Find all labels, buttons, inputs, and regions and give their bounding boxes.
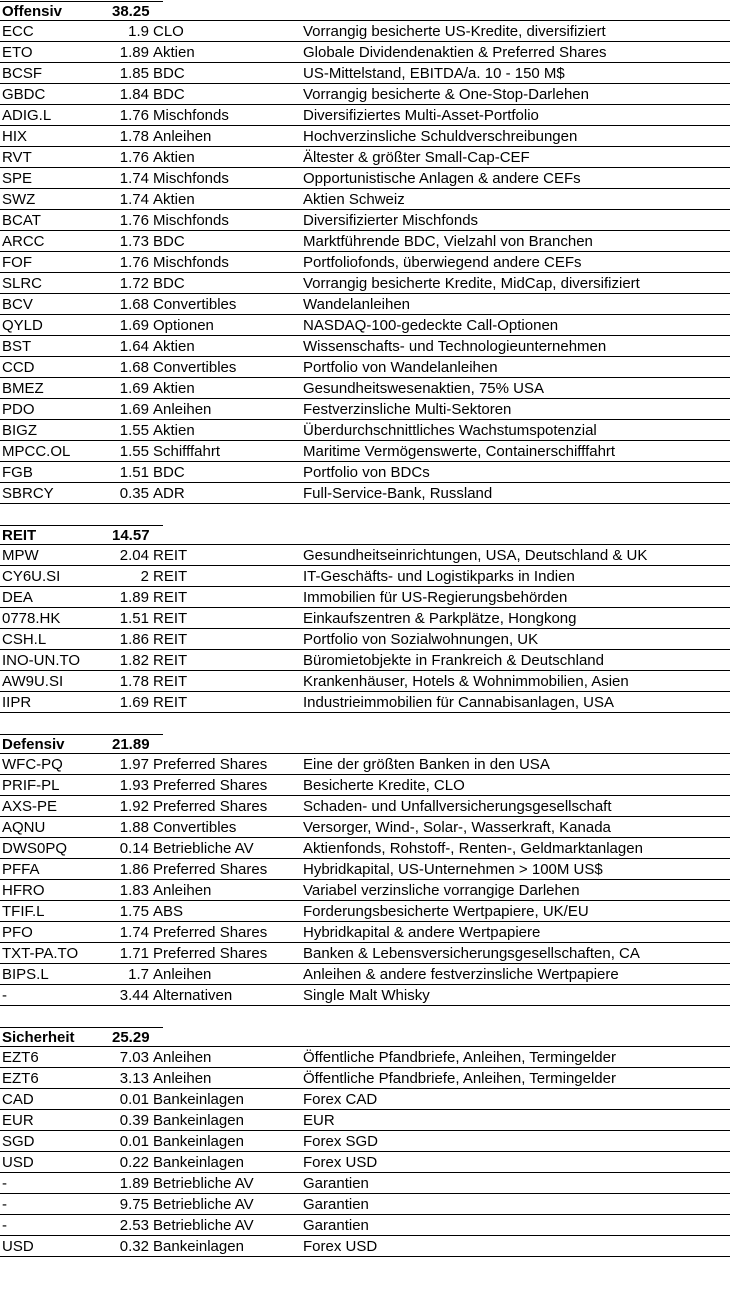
description-cell: Forex SGD bbox=[303, 1132, 379, 1150]
weight-cell: 3.44 bbox=[119, 986, 149, 1004]
description-cell: Diversifiziertes Multi-Asset-Portfolio bbox=[303, 106, 539, 124]
category-cell: BDC bbox=[153, 85, 185, 103]
section-header-row bbox=[0, 2, 730, 21]
ticker-cell: FOF bbox=[2, 253, 32, 271]
category-cell: Alternativen bbox=[153, 986, 233, 1004]
category-cell: Anleihen bbox=[153, 881, 212, 899]
holding-row bbox=[0, 399, 730, 420]
ticker-cell: PFO bbox=[2, 923, 33, 941]
description-cell: Garantien bbox=[303, 1216, 369, 1234]
category-cell: Anleihen bbox=[153, 400, 212, 418]
ticker-cell: CSH.L bbox=[2, 630, 47, 648]
description-cell: Marktführende BDC, Vielzahl von Branchen bbox=[303, 232, 593, 250]
ticker-cell: BIPS.L bbox=[2, 965, 49, 983]
ticker-cell: GBDC bbox=[2, 85, 46, 103]
section-total: 14.57 bbox=[112, 526, 150, 544]
category-cell: Anleihen bbox=[153, 127, 212, 145]
section-header-row bbox=[0, 526, 730, 545]
category-cell: Aktien bbox=[153, 379, 195, 397]
description-cell: Gesundheitswesenaktien, 75% USA bbox=[303, 379, 544, 397]
description-cell: Banken & Lebensversicherungsgesellschaften, CA bbox=[303, 944, 640, 962]
holding-row bbox=[0, 671, 730, 692]
category-cell: Bankeinlagen bbox=[153, 1111, 244, 1129]
holding-row bbox=[0, 1236, 730, 1257]
sections-container bbox=[0, 1, 730, 1257]
description-cell: Wissenschafts- und Technologieunternehmen bbox=[303, 337, 607, 355]
ticker-cell: RVT bbox=[2, 148, 32, 166]
holding-row bbox=[0, 105, 730, 126]
section-name: REIT bbox=[2, 526, 37, 544]
ticker-cell: BCSF bbox=[2, 64, 43, 82]
weight-cell: 1.89 bbox=[119, 588, 149, 606]
weight-cell: 0.39 bbox=[119, 1111, 149, 1129]
section-header-row bbox=[0, 735, 730, 754]
weight-cell: 1.9 bbox=[128, 22, 149, 40]
description-cell: Garantien bbox=[303, 1195, 369, 1213]
holding-row bbox=[0, 650, 730, 671]
ticker-cell: 0778.HK bbox=[2, 609, 61, 627]
description-cell: Forderungsbesicherte Wertpapiere, UK/EU bbox=[303, 902, 589, 920]
ticker-cell: - bbox=[2, 1174, 7, 1192]
holding-row bbox=[0, 985, 730, 1006]
category-cell: Preferred Shares bbox=[153, 860, 268, 878]
ticker-cell: WFC-PQ bbox=[2, 755, 63, 773]
ticker-cell: ADIG.L bbox=[2, 106, 52, 124]
description-cell: Forex USD bbox=[303, 1153, 378, 1171]
description-cell: Portfoliofonds, überwiegend andere CEFs bbox=[303, 253, 582, 271]
weight-cell: 1.73 bbox=[119, 232, 149, 250]
description-cell: US-Mittelstand, EBITDA/a. 10 - 150 M$ bbox=[303, 64, 565, 82]
weight-cell: 1.55 bbox=[119, 442, 149, 460]
holding-row bbox=[0, 922, 730, 943]
category-cell: BDC bbox=[153, 274, 185, 292]
ticker-cell: QYLD bbox=[2, 316, 43, 334]
holding-row bbox=[0, 483, 730, 504]
category-cell: Aktien bbox=[153, 421, 195, 439]
ticker-cell: EUR bbox=[2, 1111, 34, 1129]
category-cell: REIT bbox=[153, 567, 188, 585]
description-cell: Industrieimmobilien für Cannabisanlagen, USA bbox=[303, 693, 615, 711]
holding-row bbox=[0, 147, 730, 168]
holding-row bbox=[0, 880, 730, 901]
description-cell: Hybridkapital & andere Wertpapiere bbox=[303, 923, 541, 941]
description-cell: Besicherte Kredite, CLO bbox=[303, 776, 465, 794]
description-cell: Diversifizierter Mischfonds bbox=[303, 211, 479, 229]
weight-cell: 0.22 bbox=[119, 1153, 149, 1171]
holding-row bbox=[0, 545, 730, 566]
weight-cell: 0.32 bbox=[119, 1237, 149, 1255]
ticker-cell: HFRO bbox=[2, 881, 45, 899]
description-cell: Öffentliche Pfandbriefe, Anleihen, Termingelder bbox=[303, 1069, 616, 1087]
weight-cell: 1.71 bbox=[119, 944, 149, 962]
holding-row bbox=[0, 629, 730, 650]
weight-cell: 1.97 bbox=[119, 755, 149, 773]
category-cell: Preferred Shares bbox=[153, 944, 268, 962]
description-cell: Portfolio von Wandelanleihen bbox=[303, 358, 498, 376]
weight-cell: 1.86 bbox=[119, 630, 149, 648]
holding-row bbox=[0, 1110, 730, 1131]
weight-cell: 1.78 bbox=[119, 127, 149, 145]
category-cell: REIT bbox=[153, 609, 188, 627]
description-cell: Öffentliche Pfandbriefe, Anleihen, Termingelder bbox=[303, 1048, 616, 1066]
holding-row bbox=[0, 1152, 730, 1173]
weight-cell: 9.75 bbox=[119, 1195, 149, 1213]
holding-row bbox=[0, 462, 730, 483]
description-cell: Forex CAD bbox=[303, 1090, 378, 1108]
weight-cell: 1.75 bbox=[119, 902, 149, 920]
weight-cell: 1.7 bbox=[128, 965, 149, 983]
ticker-cell: AQNU bbox=[2, 818, 46, 836]
category-cell: Mischfonds bbox=[153, 106, 229, 124]
weight-cell: 0.35 bbox=[119, 484, 149, 502]
holding-row bbox=[0, 441, 730, 462]
category-cell: Aktien bbox=[153, 190, 195, 208]
description-cell: Variabel verzinsliche vorrangige Darlehen bbox=[303, 881, 580, 899]
holding-row bbox=[0, 294, 730, 315]
holding-row bbox=[0, 273, 730, 294]
holding-row bbox=[0, 1173, 730, 1194]
holding-row bbox=[0, 1131, 730, 1152]
ticker-cell: ARCC bbox=[2, 232, 45, 250]
section-header-row bbox=[0, 1028, 730, 1047]
weight-cell: 2 bbox=[140, 567, 149, 585]
category-cell: BDC bbox=[153, 232, 185, 250]
weight-cell: 1.83 bbox=[119, 881, 149, 899]
holding-row bbox=[0, 63, 730, 84]
description-cell: Hochverzinsliche Schuldverschreibungen bbox=[303, 127, 578, 145]
category-cell: Convertibles bbox=[153, 295, 237, 313]
ticker-cell: CCD bbox=[2, 358, 35, 376]
ticker-cell: MPW bbox=[2, 546, 39, 564]
ticker-cell: SGD bbox=[2, 1132, 35, 1150]
category-cell: Preferred Shares bbox=[153, 755, 268, 773]
section-rows bbox=[0, 754, 730, 1006]
holding-row bbox=[0, 838, 730, 859]
holding-row bbox=[0, 901, 730, 922]
holding-row bbox=[0, 692, 730, 713]
description-cell: Eine der größten Banken in den USA bbox=[303, 755, 550, 773]
ticker-cell: USD bbox=[2, 1153, 34, 1171]
holding-row bbox=[0, 357, 730, 378]
description-cell: Immobilien für US-Regierungsbehörden bbox=[303, 588, 568, 606]
weight-cell: 1.74 bbox=[119, 190, 149, 208]
category-cell: Aktien bbox=[153, 148, 195, 166]
ticker-cell: BST bbox=[2, 337, 32, 355]
description-cell: Schaden- und Unfallversicherungsgesellschaft bbox=[303, 797, 612, 815]
ticker-cell: SPE bbox=[2, 169, 33, 187]
ticker-cell: INO-UN.TO bbox=[2, 651, 81, 669]
category-cell: Betriebliche AV bbox=[153, 1216, 254, 1234]
description-cell: Vorrangig besicherte Kredite, MidCap, diversifiziert bbox=[303, 274, 640, 292]
weight-cell: 1.68 bbox=[119, 358, 149, 376]
category-cell: Aktien bbox=[153, 43, 195, 61]
description-cell: Wandelanleihen bbox=[303, 295, 411, 313]
category-cell: ADR bbox=[153, 484, 185, 502]
section-total: 21.89 bbox=[112, 735, 150, 753]
weight-cell: 1.69 bbox=[119, 400, 149, 418]
ticker-cell: SBRCY bbox=[2, 484, 54, 502]
holding-row bbox=[0, 378, 730, 399]
description-cell: Garantien bbox=[303, 1174, 369, 1192]
description-cell: Büromietobjekte in Frankreich & Deutschland bbox=[303, 651, 604, 669]
section-total: 38.25 bbox=[112, 2, 150, 20]
weight-cell: 0.01 bbox=[119, 1132, 149, 1150]
ticker-cell: BIGZ bbox=[2, 421, 38, 439]
weight-cell: 2.53 bbox=[119, 1216, 149, 1234]
ticker-cell: DWS0PQ bbox=[2, 839, 68, 857]
section-total: 25.29 bbox=[112, 1028, 150, 1046]
category-cell: Anleihen bbox=[153, 1048, 212, 1066]
holding-row bbox=[0, 1194, 730, 1215]
portfolio-section-sicherheit bbox=[0, 1027, 730, 1257]
holding-row bbox=[0, 754, 730, 775]
holding-row bbox=[0, 1047, 730, 1068]
description-cell: NASDAQ-100-gedeckte Call-Optionen bbox=[303, 316, 559, 334]
holding-row bbox=[0, 587, 730, 608]
category-cell: Convertibles bbox=[153, 818, 237, 836]
holding-row bbox=[0, 796, 730, 817]
holding-row bbox=[0, 336, 730, 357]
portfolio-section-offensiv bbox=[0, 1, 730, 504]
category-cell: BDC bbox=[153, 64, 185, 82]
category-cell: REIT bbox=[153, 672, 188, 690]
holding-row bbox=[0, 1215, 730, 1236]
ticker-cell: BMEZ bbox=[2, 379, 44, 397]
category-cell: Aktien bbox=[153, 337, 195, 355]
weight-cell: 2.04 bbox=[119, 546, 149, 564]
description-cell: EUR bbox=[303, 1111, 335, 1129]
description-cell: Full-Service-Bank, Russland bbox=[303, 484, 493, 502]
category-cell: REIT bbox=[153, 630, 188, 648]
weight-cell: 1.74 bbox=[119, 169, 149, 187]
category-cell: Bankeinlagen bbox=[153, 1090, 244, 1108]
ticker-cell: ECC bbox=[2, 22, 34, 40]
weight-cell: 1.89 bbox=[119, 43, 149, 61]
ticker-cell: TXT-PA.TO bbox=[2, 944, 79, 962]
holding-row bbox=[0, 84, 730, 105]
weight-cell: 1.84 bbox=[119, 85, 149, 103]
category-cell: CLO bbox=[153, 22, 184, 40]
description-cell: Überdurchschnittliches Wachstumspotenzial bbox=[303, 421, 597, 439]
holding-row bbox=[0, 126, 730, 147]
description-cell: Vorrangig besicherte US-Kredite, diversifiziert bbox=[303, 22, 606, 40]
weight-cell: 1.89 bbox=[119, 1174, 149, 1192]
weight-cell: 1.92 bbox=[119, 797, 149, 815]
portfolio-section-reit bbox=[0, 525, 730, 713]
section-rows bbox=[0, 21, 730, 504]
holding-row bbox=[0, 1068, 730, 1089]
holding-row bbox=[0, 21, 730, 42]
category-cell: REIT bbox=[153, 588, 188, 606]
description-cell: Portfolio von Sozialwohnungen, UK bbox=[303, 630, 539, 648]
weight-cell: 1.76 bbox=[119, 253, 149, 271]
weight-cell: 1.72 bbox=[119, 274, 149, 292]
category-cell: Betriebliche AV bbox=[153, 839, 254, 857]
description-cell: Festverzinsliche Multi-Sektoren bbox=[303, 400, 512, 418]
ticker-cell: DEA bbox=[2, 588, 33, 606]
category-cell: REIT bbox=[153, 693, 188, 711]
description-cell: Versorger, Wind-, Solar-, Wasserkraft, Kanada bbox=[303, 818, 611, 836]
description-cell: Single Malt Whisky bbox=[303, 986, 430, 1004]
holding-row bbox=[0, 1089, 730, 1110]
holding-row bbox=[0, 210, 730, 231]
category-cell: Preferred Shares bbox=[153, 923, 268, 941]
holding-row bbox=[0, 775, 730, 796]
weight-cell: 1.64 bbox=[119, 337, 149, 355]
category-cell: REIT bbox=[153, 651, 188, 669]
ticker-cell: - bbox=[2, 1195, 7, 1213]
holding-row bbox=[0, 42, 730, 63]
category-cell: Anleihen bbox=[153, 965, 212, 983]
description-cell: Krankenhäuser, Hotels & Wohnimmobilien, Asien bbox=[303, 672, 629, 690]
ticker-cell: USD bbox=[2, 1237, 34, 1255]
category-cell: Betriebliche AV bbox=[153, 1174, 254, 1192]
description-cell: IT-Geschäfts- und Logistikparks in Indien bbox=[303, 567, 575, 585]
ticker-cell: FGB bbox=[2, 463, 33, 481]
weight-cell: 1.86 bbox=[119, 860, 149, 878]
ticker-cell: - bbox=[2, 986, 7, 1004]
ticker-cell: CY6U.SI bbox=[2, 567, 61, 585]
ticker-cell: AW9U.SI bbox=[2, 672, 64, 690]
ticker-cell: BCAT bbox=[2, 211, 41, 229]
description-cell: Ältester & größter Small-Cap-CEF bbox=[303, 148, 530, 166]
holding-row bbox=[0, 189, 730, 210]
category-cell: Betriebliche AV bbox=[153, 1195, 254, 1213]
weight-cell: 1.68 bbox=[119, 295, 149, 313]
category-cell: Optionen bbox=[153, 316, 214, 334]
description-cell: Maritime Vermögenswerte, Containerschifffahrt bbox=[303, 442, 616, 460]
weight-cell: 1.76 bbox=[119, 106, 149, 124]
category-cell: Schifffahrt bbox=[153, 442, 220, 460]
holding-row bbox=[0, 859, 730, 880]
category-cell: ABS bbox=[153, 902, 184, 920]
ticker-cell: MPCC.OL bbox=[2, 442, 71, 460]
weight-cell: 1.55 bbox=[119, 421, 149, 439]
section-rows bbox=[0, 545, 730, 713]
weight-cell: 3.13 bbox=[119, 1069, 149, 1087]
ticker-cell: BCV bbox=[2, 295, 33, 313]
holding-row bbox=[0, 252, 730, 273]
weight-cell: 1.69 bbox=[119, 316, 149, 334]
ticker-cell: HIX bbox=[2, 127, 28, 145]
section-name: Defensiv bbox=[2, 735, 65, 753]
category-cell: Bankeinlagen bbox=[153, 1237, 244, 1255]
ticker-cell: TFIF.L bbox=[2, 902, 45, 920]
ticker-cell: PFFA bbox=[2, 860, 40, 878]
weight-cell: 1.88 bbox=[119, 818, 149, 836]
category-cell: Mischfonds bbox=[153, 253, 229, 271]
ticker-cell: AXS-PE bbox=[2, 797, 58, 815]
ticker-cell: EZT6 bbox=[2, 1048, 39, 1066]
section-name: Offensiv bbox=[2, 2, 63, 20]
weight-cell: 1.76 bbox=[119, 148, 149, 166]
category-cell: Convertibles bbox=[153, 358, 237, 376]
ticker-cell: SLRC bbox=[2, 274, 43, 292]
category-cell: Mischfonds bbox=[153, 169, 229, 187]
ticker-cell: PDO bbox=[2, 400, 35, 418]
holding-row bbox=[0, 420, 730, 441]
weight-cell: 1.69 bbox=[119, 693, 149, 711]
description-cell: Portfolio von BDCs bbox=[303, 463, 430, 481]
category-cell: BDC bbox=[153, 463, 185, 481]
category-cell: Bankeinlagen bbox=[153, 1132, 244, 1150]
holding-row bbox=[0, 943, 730, 964]
ticker-cell: - bbox=[2, 1216, 7, 1234]
weight-cell: 1.93 bbox=[119, 776, 149, 794]
description-cell: Anleihen & andere festverzinsliche Wertpapiere bbox=[303, 965, 619, 983]
weight-cell: 1.74 bbox=[119, 923, 149, 941]
holding-row bbox=[0, 566, 730, 587]
weight-cell: 1.51 bbox=[119, 463, 149, 481]
description-cell: Einkaufszentren & Parkplätze, Hongkong bbox=[303, 609, 577, 627]
ticker-cell: ETO bbox=[2, 43, 33, 61]
holding-row bbox=[0, 168, 730, 189]
weight-cell: 7.03 bbox=[119, 1048, 149, 1066]
holding-row bbox=[0, 608, 730, 629]
ticker-cell: EZT6 bbox=[2, 1069, 39, 1087]
holding-row bbox=[0, 315, 730, 336]
ticker-cell: CAD bbox=[2, 1090, 34, 1108]
section-name: Sicherheit bbox=[2, 1028, 75, 1046]
category-cell: Preferred Shares bbox=[153, 797, 268, 815]
weight-cell: 1.78 bbox=[119, 672, 149, 690]
category-cell: REIT bbox=[153, 546, 188, 564]
description-cell: Gesundheitseinrichtungen, USA, Deutschland & UK bbox=[303, 546, 648, 564]
category-cell: Anleihen bbox=[153, 1069, 212, 1087]
description-cell: Opportunistische Anlagen & andere CEFs bbox=[303, 169, 581, 187]
weight-cell: 1.85 bbox=[119, 64, 149, 82]
category-cell: Bankeinlagen bbox=[153, 1153, 244, 1171]
category-cell: Mischfonds bbox=[153, 211, 229, 229]
holding-row bbox=[0, 964, 730, 985]
ticker-cell: SWZ bbox=[2, 190, 36, 208]
description-cell: Hybridkapital, US-Unternehmen > 100M US$ bbox=[303, 860, 603, 878]
description-cell: Vorrangig besicherte & One-Stop-Darlehen bbox=[303, 85, 589, 103]
portfolio-section-defensiv bbox=[0, 734, 730, 1006]
section-rows bbox=[0, 1047, 730, 1257]
description-cell: Aktien Schweiz bbox=[303, 190, 405, 208]
description-cell: Globale Dividendenaktien & Preferred Shares bbox=[303, 43, 607, 61]
weight-cell: 1.69 bbox=[119, 379, 149, 397]
weight-cell: 0.14 bbox=[119, 839, 149, 857]
weight-cell: 1.76 bbox=[119, 211, 149, 229]
weight-cell: 0.01 bbox=[119, 1090, 149, 1108]
weight-cell: 1.82 bbox=[119, 651, 149, 669]
ticker-cell: PRIF-PL bbox=[2, 776, 60, 794]
holding-row bbox=[0, 817, 730, 838]
category-cell: Preferred Shares bbox=[153, 776, 268, 794]
ticker-cell: IIPR bbox=[2, 693, 32, 711]
description-cell: Forex USD bbox=[303, 1237, 378, 1255]
weight-cell: 1.51 bbox=[119, 609, 149, 627]
description-cell: Aktienfonds, Rohstoff-, Renten-, Geldmarktanlagen bbox=[303, 839, 643, 857]
holding-row bbox=[0, 231, 730, 252]
